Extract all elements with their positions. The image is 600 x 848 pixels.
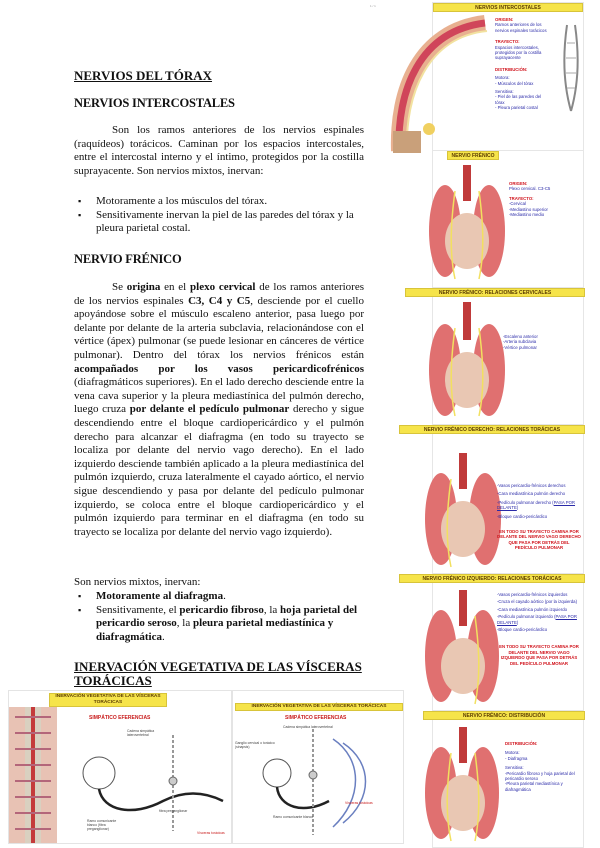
slide-text: -Vasos pericardio-frénicos izquierdos -Cruza el cayado aórtico (por la izquierda) -Cara mediastínica pulmón izquierdo -Pedículo pulmonar izquierdo (PASA POR DELANTE) -Bloque cardio-pericárdico EN TODO SU TRAYECTO CAMINA POR DELANTE DEL NERVIO VAGO IZQUIERDO QUE PASA POR DETRÁS DEL PEDÍCULO PULMONAR	[497, 592, 579, 666]
frenico-mixtos: Son nervios mixtos, inervan:	[74, 576, 201, 588]
slide-title: INERVACIÓN VEGETATIVA DE LAS VÍSCERAS TORÁCICAS	[49, 693, 167, 707]
slide-frenico-derecho	[423, 424, 584, 576]
intercostales-list	[74, 195, 364, 236]
thorax-illustration	[427, 298, 507, 426]
slide-vegetativa-1	[8, 690, 232, 844]
list-item: ▪ Motoramente a los músculos del tórax.	[74, 195, 364, 209]
slide-text: -Vasos pericardio-frénicos derechos -Cara mediastínica pulmón derecho -Pedículo pulmonar derecho (PASA POR DELANTE) -Bloque cardio-pericárdico EN TODO SU TRAYECTO CAMINA POR DELANTE DEL NERVIO VAGO DERECHO QUE PASA POR DETRÁS DEL PEDÍCULO PULMONAR	[497, 483, 581, 551]
slide-subtitle: SIMPÁTICO EFERENCIAS	[89, 715, 151, 721]
slide-frenico	[432, 150, 584, 290]
slide-text: ORIGEN: Ramos anteriores de los nervios espinales torácicos TRAYECTO: Espacios intercostales, protegidos por la costilla suprayacente DISTRIBUCIÓN: Motora: - Músculos del tórax Sensitiva: - Piel de las paredes del tórax - Pleura parietal costal	[495, 17, 547, 111]
slide-vegetativa-2	[232, 690, 404, 844]
slide-frenico-distribucion	[432, 710, 584, 848]
diagram-label: Cadena simpática laterovertebral	[127, 729, 155, 737]
section-title-frenico: NERVIO FRÉNICO	[74, 252, 182, 266]
diagram-label: Ganglio cervical o torácico (sinapsis)	[235, 741, 275, 749]
section-title-intercostales: NERVIOS INTERCOSTALES	[74, 96, 235, 110]
page-number: 1 / 1	[370, 4, 376, 8]
list-item: ▪ Sensitivamente, el pericardio fibroso, la hoja parietal del pericardio seroso, la pleura parietal mediastínica y diafragmática.	[74, 604, 364, 645]
slide-intercostales	[432, 2, 584, 154]
diagram-label: Vísceras torácicas	[197, 831, 225, 835]
list-item: ▪ Sensitivamente inervan la piel de las paredes del tórax y la pleura parietal costal.	[74, 209, 364, 236]
diagram-label: Ramo comunicante blanco	[273, 815, 314, 819]
slide-title: NERVIOS INTERCOSTALES	[433, 3, 583, 12]
section-title-vegetativa: INERVACIÓN VEGETATIVA DE LAS VÍSCERAS TORÁCICAS	[74, 659, 362, 688]
diagram-label: Cadena simpática laterovertebral	[283, 725, 333, 729]
rib-cage-illustration	[561, 23, 581, 113]
slide-title: NERVIO FRÉNICO IZQUIERDO: RELACIONES TORÁCICAS	[399, 574, 585, 583]
slide-frenico-izquierdo	[422, 573, 584, 713]
diagram-label: Ramo comunicante blanco (fibra preganglionar)	[87, 819, 117, 831]
frenico-list	[74, 590, 364, 644]
slide-subtitle: SIMPÁTICO EFERENCIAS	[285, 715, 347, 721]
slide-text: ORIGEN: Plexo cervical. C3-C5 TRAYECTO: -Cervical -Mediastino superior -Mediastino medio	[509, 181, 551, 218]
thorax-illustration	[423, 449, 503, 573]
slide-title: NERVIO FRÉNICO	[447, 151, 499, 160]
slide-title: NERVIO FRÉNICO: RELACIONES CERVICALES	[405, 288, 585, 297]
thorax-illustration	[423, 723, 501, 847]
slide-text: DISTRIBUCIÓN: Motora: - Diafragma Sensitiva: -Pericardio fibroso y hoja parietal del pericardio seroso -Pleura parietal mediastínica y diafragmática	[505, 741, 575, 792]
slide-text: -Escaleno anterior -Arteria subclavia -Vértice pulmonar	[503, 334, 538, 350]
page-title: NERVIOS DEL TÓRAX	[74, 68, 213, 83]
intercostales-paragraph: Son los ramos anteriores de los nervios espinales (raquídeos) torácicos. Caminan por los espacios intercostales, entre el intercostal interno y el íntimo, protegidos por la costilla suprayacente. Son nervios mixtos, inervan:	[74, 124, 364, 177]
slide-title: NERVIO FRÉNICO: DISTRIBUCIÓN	[423, 711, 585, 720]
frenico-paragraph: Se origina en el plexo cervical de los ramos anteriores de los nervios espinales C3, C4 y C5, desciende por el cuello apoyándose sobre el músculo escaleno anterior, pasa luego por delante por delante de la arteria subclavia, relacionándose con el vértice (ápex) pulmonar (se puede lesionar en cánceres de vértice pulmonar). Dentro del tórax los nervios frénicos están acompañados por los vasos pericardicofrénicos (diafragmáticos superiores). En el lado derecho desciende entre la vena cava superior y la pleura mediastínica del pulmón derecho, luego cruza por delante el pedículo pulmonar derecho y sigue descendiendo entre el bloque cardiopericárdico y el pulmón derecho para alcanzar el diafragma (en todo su trayecto se localiza por delante del nervio vago derecho). En el lado izquierdo desciende también aplicado a la pleura mediastínica del pulmón izquierdo, cruza lateralmente el cayado aórtico, el nervio sigue descendiendo y pasa por delante del pedículo pulmonar izquierdo, se coloca entre el bloque cardiopericárdico y el pulmón izquierdo para terminar en el diafragma (en todo su trayecto se localiza por delante del nervio vago izquierdo).	[74, 281, 365, 538]
spine-illustration	[9, 707, 57, 843]
diagram-label: Vísceras torácicas	[345, 801, 373, 805]
thorax-illustration	[427, 161, 507, 289]
slide-relaciones-cervicales	[432, 287, 584, 427]
thorax-illustration	[423, 586, 501, 710]
intercostal-nerve-illustration	[389, 11, 493, 153]
diagram-label: fibra preganglionar	[159, 809, 188, 813]
slide-title: NERVIO FRÉNICO DERECHO: RELACIONES TORÁCICAS	[399, 425, 585, 434]
slide-title: INERVACIÓN VEGETATIVA DE LAS VÍSCERAS TORÁCICAS	[235, 703, 403, 711]
list-item: ▪ Motoramente al diafragma.	[74, 590, 364, 604]
